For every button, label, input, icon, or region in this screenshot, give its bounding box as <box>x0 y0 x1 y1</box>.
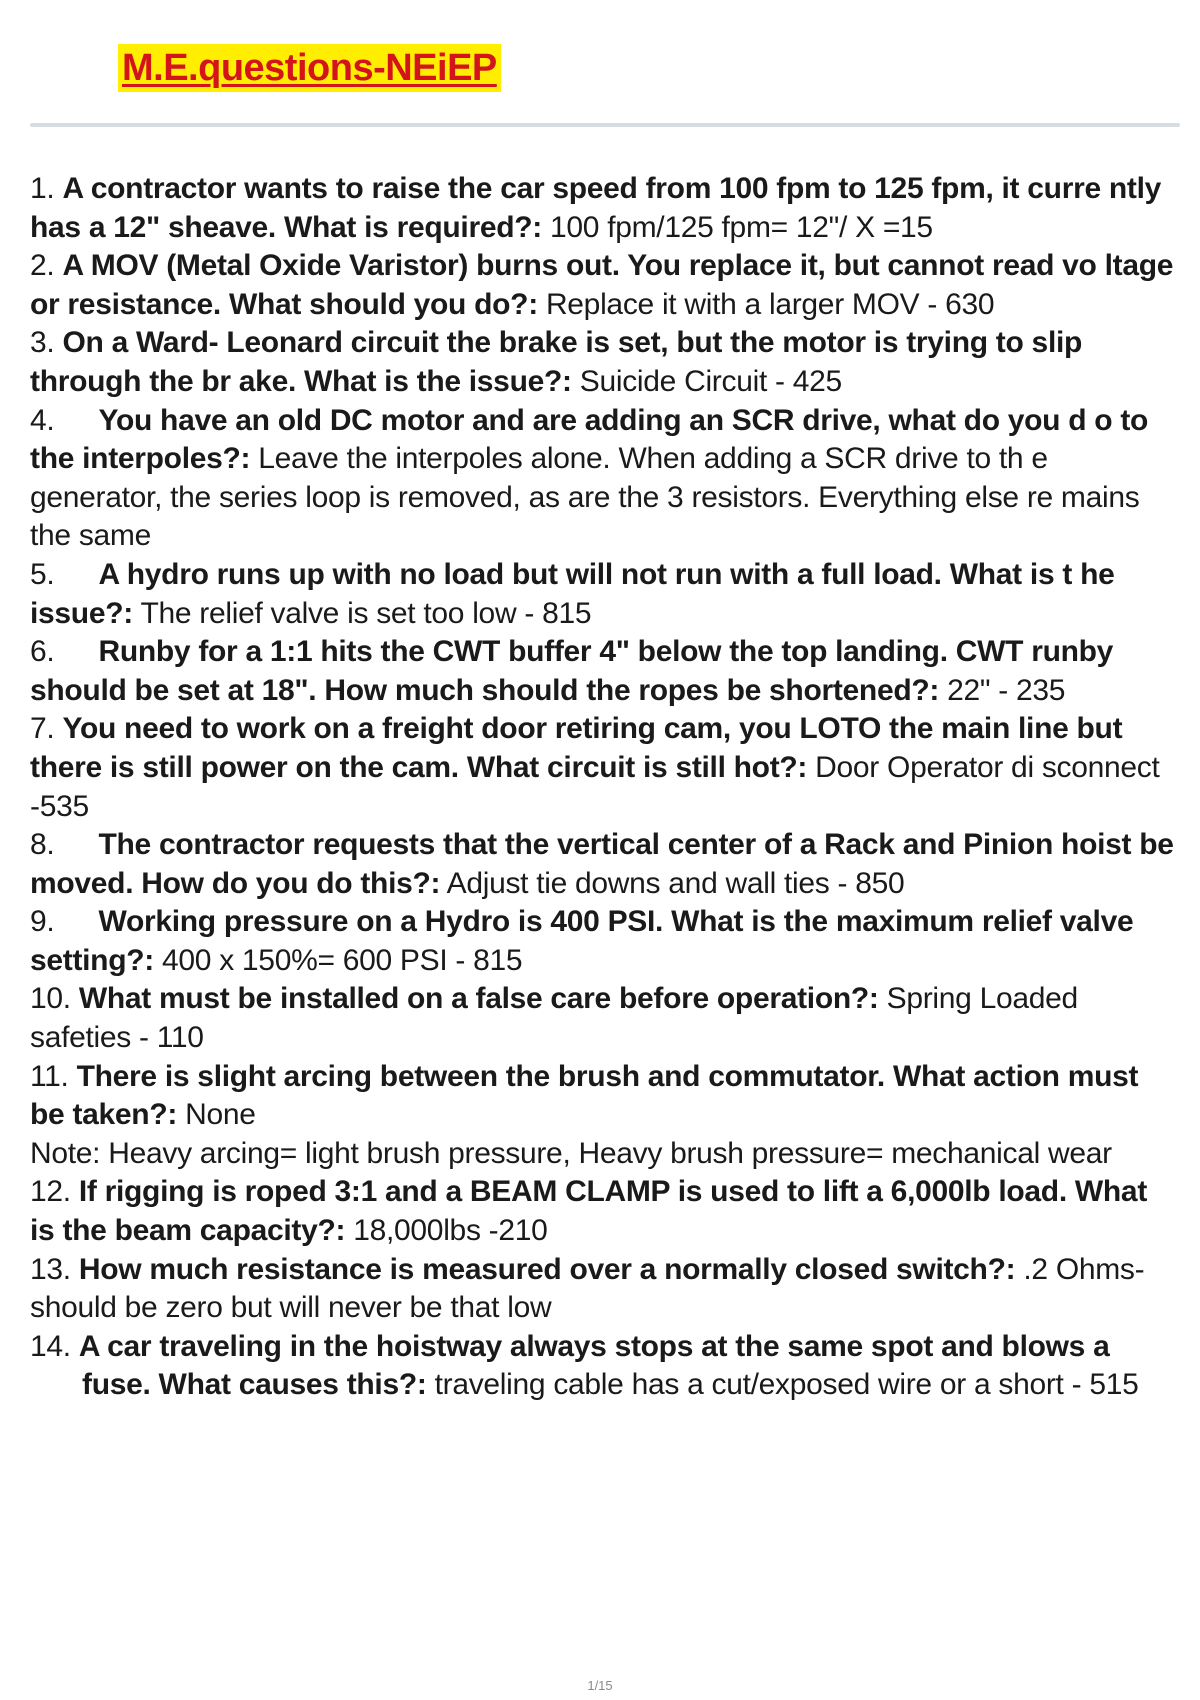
question-text: You need to work on a freight door retiring cam, you LOTO the main line but there is still power on the cam. What circuit is still hot?: <box>30 712 1123 784</box>
answer-text: None <box>185 1098 256 1132</box>
question-item-2 <box>30 247 1178 324</box>
question-number: 6. <box>30 635 55 669</box>
question-text: How much resistance is measured over a normally closed switch?: <box>78 1252 1016 1286</box>
question-item-13 <box>30 1251 1178 1328</box>
answer-text: Leave the interpoles alone. When adding a SCR drive to th e generator, the series loop is removed, as are the 3 resistors. Everything else re mains the same <box>30 442 1140 553</box>
question-number: 3. <box>30 326 55 360</box>
answer-text: .2 Ohms- should be zero but will never be that low <box>30 1252 1145 1325</box>
page-indicator: 1/15 <box>587 1678 613 1693</box>
document-title: M.E.questions-NEiEP <box>118 44 501 92</box>
question-number: 11. <box>30 1059 69 1093</box>
question-item-10 <box>30 980 1178 1057</box>
question-item-6 <box>30 633 1178 710</box>
question-number: 4. <box>30 403 55 437</box>
question-item-1 <box>30 170 1178 247</box>
question-number: 7. <box>30 712 55 746</box>
answer-text: 100 fpm/125 fpm= 12"/ X =15 <box>550 210 933 244</box>
answer-text: The relief valve is set too low - 815 <box>140 596 592 630</box>
answer-text: 400 x 150%= 600 PSI - 815 <box>162 943 523 977</box>
question-item-5 <box>30 556 1178 633</box>
question-text: A contractor wants to raise the car speed from 100 fpm to 125 fpm, it curre ntly has a 12" sheave. What is required?: <box>30 172 1161 244</box>
answer-text: Replace it with a larger MOV - 630 <box>545 287 995 321</box>
question-item-4 <box>30 402 1178 556</box>
question-text: A MOV (Metal Oxide Varistor) burns out. You replace it, but cannot read vo ltage or resistance. What should you do?: <box>30 249 1174 321</box>
question-text: The contractor requests that the vertical center of a Rack and Pinion hoist be moved. How do you do this?: <box>30 828 1174 900</box>
question-text: A car traveling in the hoistway always stops at the same spot and blows a fuse. What causes this?: <box>78 1329 1110 1402</box>
question-text: Runby for a 1:1 hits the CWT buffer 4" below the top landing. CWT runby should be set at 18". How much should the ropes be shortened?: <box>30 635 1114 707</box>
question-number: 12. <box>30 1175 71 1209</box>
answer-text: 22" - 235 <box>947 673 1066 707</box>
question-item-11 <box>30 1058 1178 1135</box>
answer-text: Adjust tie downs and wall ties - 850 <box>446 866 905 900</box>
question-item-14 <box>30 1328 1178 1405</box>
answer-text: 18,000lbs -210 <box>353 1214 548 1248</box>
question-text: Working pressure on a Hydro is 400 PSI. What is the maximum relief valve setting?: <box>30 905 1134 977</box>
answer-text: Door Operator di sconnect -535 <box>30 750 1160 823</box>
question-item-12 <box>30 1173 1178 1250</box>
question-text: On a Ward- Leonard circuit the brake is set, but the motor is trying to slip through the br ake. What is the issue?: <box>30 326 1083 398</box>
question-number: 10. <box>30 982 71 1016</box>
question-text: You have an old DC motor and are adding an SCR drive, what do you d o to the interpoles?: <box>30 403 1149 476</box>
question-list <box>30 170 1178 1405</box>
question-number: 8. <box>30 828 55 862</box>
question-item-7 <box>30 710 1178 826</box>
answer-text: Suicide Circuit - 425 <box>579 364 842 398</box>
question-text: If rigging is roped 3:1 and a BEAM CLAMP is used to lift a 6,000lb load. What is the beam capacity?: <box>30 1175 1148 1248</box>
question-text: A hydro runs up with no load but will not run with a full load. What is t he issue?: <box>30 557 1115 630</box>
question-number: 13. <box>30 1252 71 1286</box>
question-item-9 <box>30 903 1178 980</box>
question-number: 2. <box>30 249 55 283</box>
note-text: Note: Heavy arcing= light brush pressure, Heavy brush pressure= mechanical wear <box>30 1136 1112 1170</box>
question-item-3 <box>30 324 1178 401</box>
answer-text: Spring Loaded safeties - 110 <box>30 982 1078 1055</box>
header-divider <box>30 123 1180 127</box>
question-number: 9. <box>30 905 55 939</box>
question-text: There is slight arcing between the brush and commutator. What action must be taken?: <box>30 1059 1139 1132</box>
question-item-8 <box>30 826 1178 903</box>
question-number: 5. <box>30 557 55 591</box>
question-number: 1. <box>30 172 55 205</box>
question-number: 14. <box>30 1329 71 1363</box>
answer-text: traveling cable has a cut/exposed wire or a short - 515 <box>434 1368 1139 1402</box>
question-text: What must be installed on a false care before operation?: <box>78 982 879 1016</box>
